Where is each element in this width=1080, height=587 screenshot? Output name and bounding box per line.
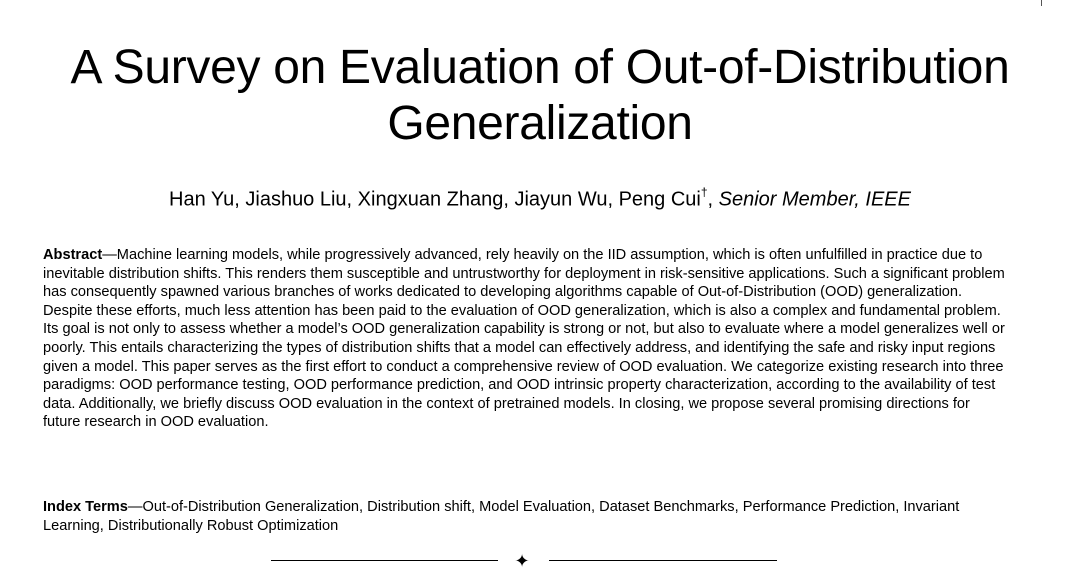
section-divider-right <box>549 560 777 561</box>
divider-diamond-icon: ✦ <box>514 551 530 571</box>
index-terms-label: Index Terms <box>43 499 128 515</box>
author-separator: , <box>707 188 719 211</box>
abstract-label: Abstract <box>43 247 103 263</box>
page-corner-mark <box>1041 0 1042 6</box>
section-divider-left <box>271 560 498 561</box>
paper-title: A Survey on Evaluation of Out-of-Distribution Generalization <box>70 41 1010 150</box>
author-names: Han Yu, Jiashuo Liu, Xingxuan Zhang, Jiayun Wu, Peng Cui <box>169 188 701 211</box>
author-footnote-mark: † <box>700 185 708 199</box>
abstract-text: —Machine learning models, while progressively advanced, rely heavily on the IID assumption, which is often unfulfilled in practice due to inevitable distribution shifts. This renders them susceptible and untrustworthy for deployment in risk-sensitive applications. Such a significant problem has consequently spawned various branches of works dedicated to developing algorithms capable of Out-of-Distribution (OOD) generalization. Despite these efforts, much less attention has been paid to the evaluation of OOD generalization, which is also a complex and fundamental problem. Its goal is not only to assess whether a model’s OOD generalization capability is strong or not, but also to evaluate where a model generalizes well or poorly. This entails characterizing the types of distribution shifts that a model can effectively address, and identifying the safe and risky input regions given a model. This paper serves as the first effort to conduct a comprehensive review of OOD evaluation. We categorize existing research into three paradigms: OOD performance testing, OOD performance prediction, and OOD intrinsic property characterization, according to the availability of test data. Additionally, we briefly discuss OOD evaluation in the context of pretrained models. In closing, we propose several promising directions for future research in OOD evaluation. <box>43 247 1005 431</box>
index-terms-paragraph <box>43 498 1010 535</box>
abstract-paragraph <box>43 246 1010 432</box>
index-terms-text: —Out-of-Distribution Generalization, Distribution shift, Model Evaluation, Dataset Benchmarks, Performance Prediction, Invariant Learning, Distributionally Robust Optimization <box>43 499 960 534</box>
author-line <box>0 180 1080 214</box>
member-note: Senior Member, IEEE <box>718 188 911 211</box>
